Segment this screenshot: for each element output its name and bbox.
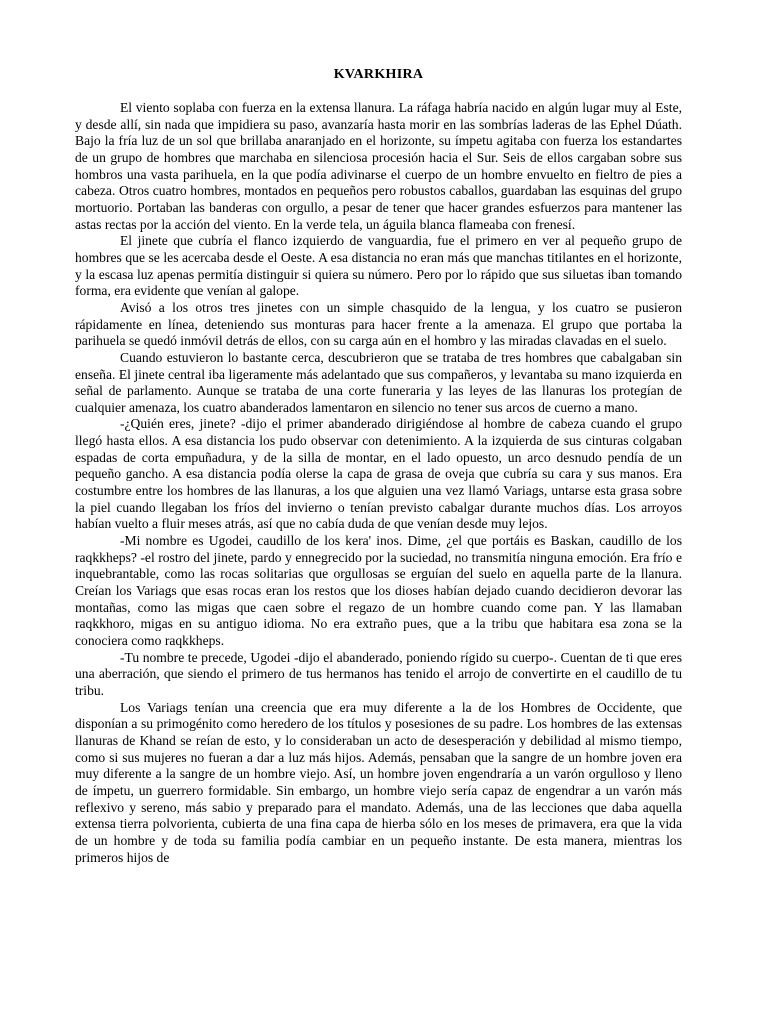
paragraph: El viento soplaba con fuerza en la extensa llanura. La ráfaga habría nacido en algún lugar muy al Este, y desde allí, sin nada que impidiera su paso, avanzaría hasta morir en las sombrías laderas de las Ephel Dúath. Bajo la fría luz de un sol que brillaba anaranjado en el horizonte, su ímpetu agitaba con fuerza los estandartes de un grupo de hombres que marchaba en silenciosa procesión hacia el Sur. Seis de ellos cargaban sobre sus hombros una vasta parihuela, en la que podía adivinarse el cuerpo de un hombre envuelto en fieltro de pies a cabeza. Otros cuatro hombres, montados en pequeños pero robustos caballos, guardaban las esquinas del grupo mortuorio. Portaban las banderas con orgullo, a pesar de tener que hacer grandes esfuerzos para mantener las astas rectas por la acción del viento. En la verde tela, un águila blanca flameaba con frenesí.: [75, 100, 682, 232]
paragraph: -Mi nombre es Ugodei, caudillo de los kera' inos. Dime, ¿el que portáis es Baskan, caudillo de los raqkkheps? -el rostro del jinete, pardo y ennegrecido por la suciedad, no transmitía ninguna emoción. Era frío e inquebrantable, como las rocas solitarias que orgullosas se erguían del suelo en aquella parte de la llanura. Creían los Variags que esas rocas eran los restos que los dioses habían dejado cuando decidieron devorar las montañas, como las migas que caen sobre el regazo de un hombre cuando come pan. Y las llamaban raqkkhoro, migas en su antiguo idioma. No era extraño pues, que a la tribu que habitara esa zona se la conociera como raqkkheps.: [75, 533, 682, 648]
paragraph: -Tu nombre te precede, Ugodei -dijo el abanderado, poniendo rígido su cuerpo-. Cuentan de ti que eres una aberración, que siendo el primero de tus hermanos has tenido el arrojo de convertirte en el caudillo de tu tribu.: [75, 649, 682, 698]
paragraph: -¿Quién eres, jinete? -dijo el primer abanderado dirigiéndose al hombre de cabeza cuando el grupo llegó hasta ellos. A esa distancia los pudo observar con detenimiento. A la izquierda de sus cinturas colgaban espadas de corta empuñadura, y de la silla de montar, en el lado opuesto, un arco desnudo pendía de un pequeño gancho. A esa distancia podía olerse la capa de grasa de oveja que cubría su cara y sus manos. Era costumbre entre los hombres de las llanuras, a los que alguien una vez llamó Variags, untarse esta grasa sobre la piel cuando llegaban los fríos del invierno o tenían previsto cabalgar durante muchos días. Los arroyos habían vuelto a fluir meses atrás, así que no cabía duda de que venían desde muy lejos.: [75, 416, 682, 532]
paragraph: Los Variags tenían una creencia que era muy diferente a la de los Hombres de Occidente, que disponían a su primogénito como heredero de los títulos y posesiones de su padre. Los hombres de las extensas llanuras de Khand se reían de esto, y lo consideraban un acto de desesperación y debilidad al mismo tiempo, como si sus mujeres no fueran a dar a luz más hijos. Además, pensaban que la sangre de un hombre joven era muy diferente a la sangre de un hombre viejo. Así, un hombre joven engendraría a un varón orgulloso y lleno de ímpetu, un guerrero formidable. Sin embargo, un hombre viejo sería capaz de engendrar a un varón más reflexivo y sereno, más sabio y preparado para el mandato. Además, una de las lecciones que daba aquella extensa tierra polvorienta, cubierta de una fina capa de hierba sólo en los meses de primavera, era que la vida de un hombre y de toda su familia podía cambiar en un pequeño instante. De esta manera, mientras los primeros hijos de: [75, 699, 682, 865]
paragraph: El jinete que cubría el flanco izquierdo de vanguardia, fue el primero en ver al pequeño grupo de hombres que se les acercaba desde el Oeste. A esa distancia no eran más que manchas titilantes en el horizonte, y la escasa luz apenas permitía distinguir si quiera su número. Pero por lo rápido que sus siluetas iban tomando forma, era evidente que venían al galope.: [75, 233, 682, 299]
document-title: KVARKHIRA: [333, 67, 424, 82]
paragraph: Avisó a los otros tres jinetes con un simple chasquido de la lengua, y los cuatro se pusieron rápidamente en línea, deteniendo sus monturas para hacer frente a la amenaza. El grupo que portaba la parihuela se quedó inmóvil detrás de ellos, con su carga aún en el hombro y las miradas clavadas en el suelo.: [75, 299, 682, 349]
paragraph: Cuando estuvieron lo bastante cerca, descubrieron que se trataba de tres hombres que cabalgaban sin enseña. El jinete central iba ligeramente más adelantado que sus compañeros, y levantaba su mano izquierda en señal de parlamento. Aunque se trataba de una corte funeraria y las leyes de las llanuras los protegían de cualquier amenaza, los cuatro abanderados lamentaron en silencio no tener sus arcos de cuerno a mano.: [75, 349, 682, 415]
